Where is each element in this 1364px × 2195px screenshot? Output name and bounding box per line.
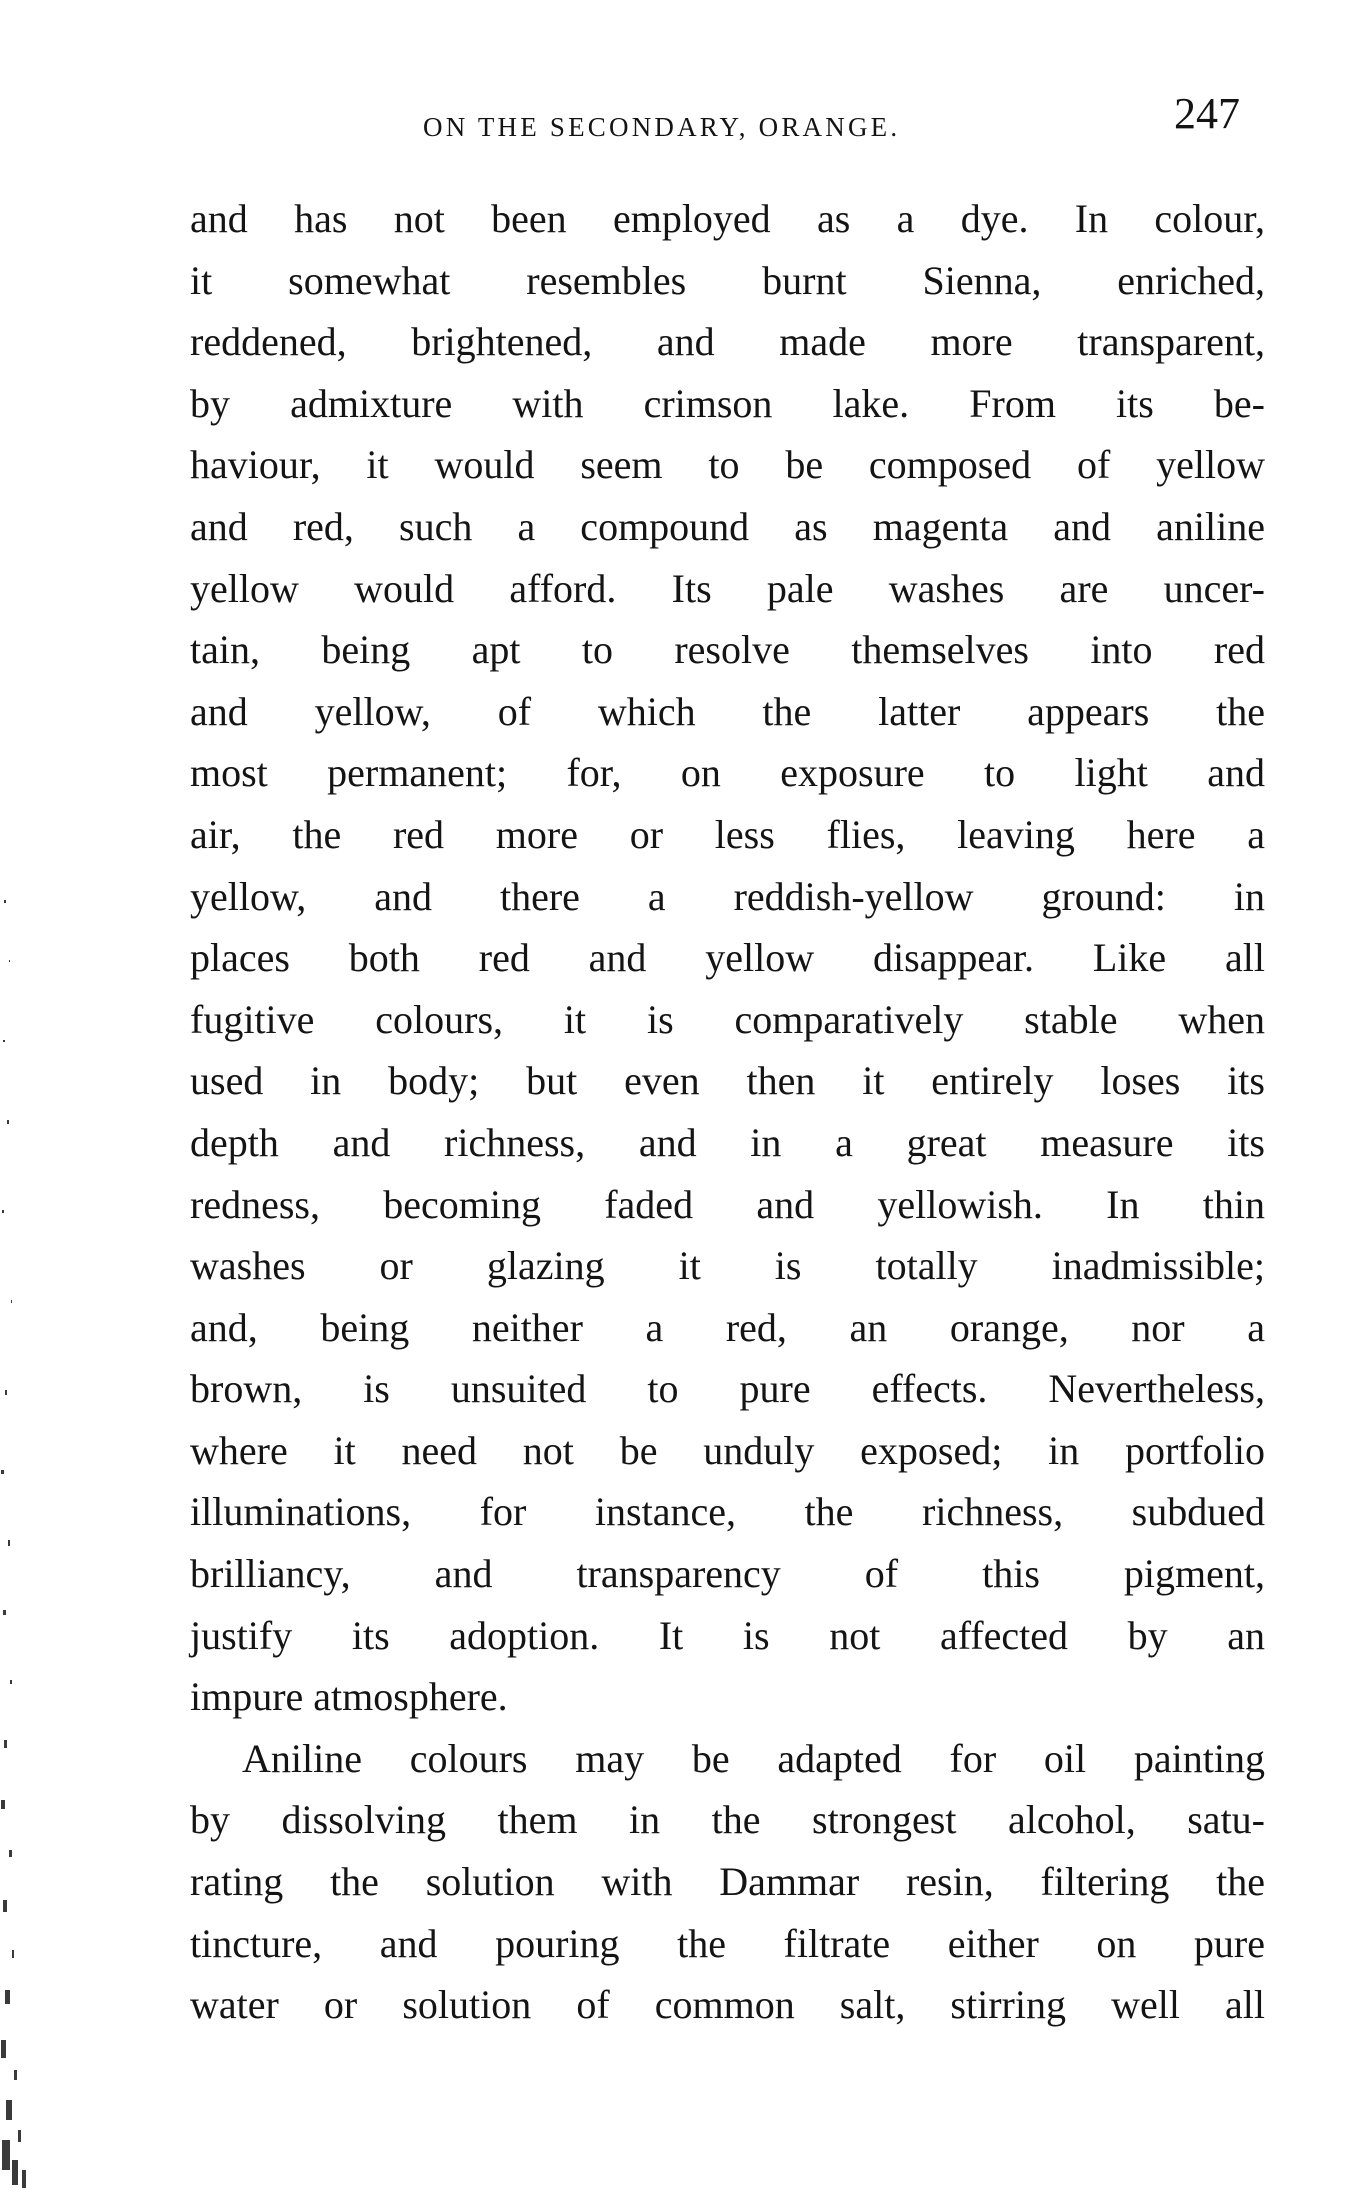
text-line: water or solution of common salt, stirring well all bbox=[190, 1982, 1265, 2028]
text-line: yellow would afford. Its pale washes are uncer- bbox=[190, 565, 1265, 611]
binding-edge-specks bbox=[0, 0, 46, 2195]
text-line: it somewhat resembles burnt Sienna, enriched, bbox=[190, 257, 1265, 303]
text-line: most permanent; for, on exposure to light and bbox=[190, 750, 1265, 796]
text-line: haviour, it would seem to be composed of yellow bbox=[190, 442, 1265, 488]
text-line: reddened, brightened, and made more transparent, bbox=[190, 319, 1265, 365]
text-line: tincture, and pouring the filtrate either on pure bbox=[190, 1920, 1265, 1966]
text-line: Aniline colours may be adapted for oil painting bbox=[242, 1735, 1265, 1781]
text-line: used in body; but even then it entirely loses its bbox=[190, 1058, 1265, 1104]
text-line: brilliancy, and transparency of this pigment, bbox=[190, 1551, 1265, 1597]
paragraph bbox=[190, 188, 1265, 1728]
text-line: and red, such a compound as magenta and aniline bbox=[190, 503, 1265, 549]
text-line: where it need not be unduly exposed; in portfolio bbox=[190, 1427, 1265, 1473]
body-text bbox=[190, 188, 1265, 2036]
text-line: and yellow, of which the latter appears the bbox=[190, 688, 1265, 734]
text-line: brown, is unsuited to pure effects. Nevertheless, bbox=[190, 1366, 1265, 1412]
text-line: places both red and yellow disappear. Like all bbox=[190, 935, 1265, 981]
text-line: impure atmosphere. bbox=[190, 1674, 508, 1720]
text-line: tain, being apt to resolve themselves into red bbox=[190, 627, 1265, 673]
text-line: and has not been employed as a dye. In colour, bbox=[190, 196, 1265, 241]
paragraph bbox=[190, 1728, 1265, 2036]
text-line: illuminations, for instance, the richness, subdued bbox=[190, 1489, 1265, 1535]
page-number: 247 bbox=[1174, 89, 1240, 138]
text-line: rating the solution with Dammar resin, filtering the bbox=[190, 1859, 1265, 1905]
text-line: air, the red more or less flies, leaving here a bbox=[190, 811, 1265, 857]
text-line: yellow, and there a reddish-yellow ground: in bbox=[190, 873, 1265, 919]
text-line: by dissolving them in the strongest alcohol, satu- bbox=[190, 1797, 1265, 1843]
running-head bbox=[190, 89, 1270, 158]
text-line: fugitive colours, it is comparatively stable when bbox=[190, 996, 1265, 1042]
text-line: washes or glazing it is totally inadmissible; bbox=[190, 1243, 1265, 1289]
running-title: ON THE SECONDARY, ORANGE. bbox=[423, 112, 901, 142]
text-line: justify its adoption. It is not affected by an bbox=[190, 1612, 1265, 1658]
text-line: and, being neither a red, an orange, nor a bbox=[190, 1304, 1265, 1350]
text-line: depth and richness, and in a great measure its bbox=[190, 1119, 1265, 1165]
text-line: redness, becoming faded and yellowish. In thin bbox=[190, 1181, 1265, 1227]
text-line: by admixture with crimson lake. From its be- bbox=[190, 380, 1265, 426]
